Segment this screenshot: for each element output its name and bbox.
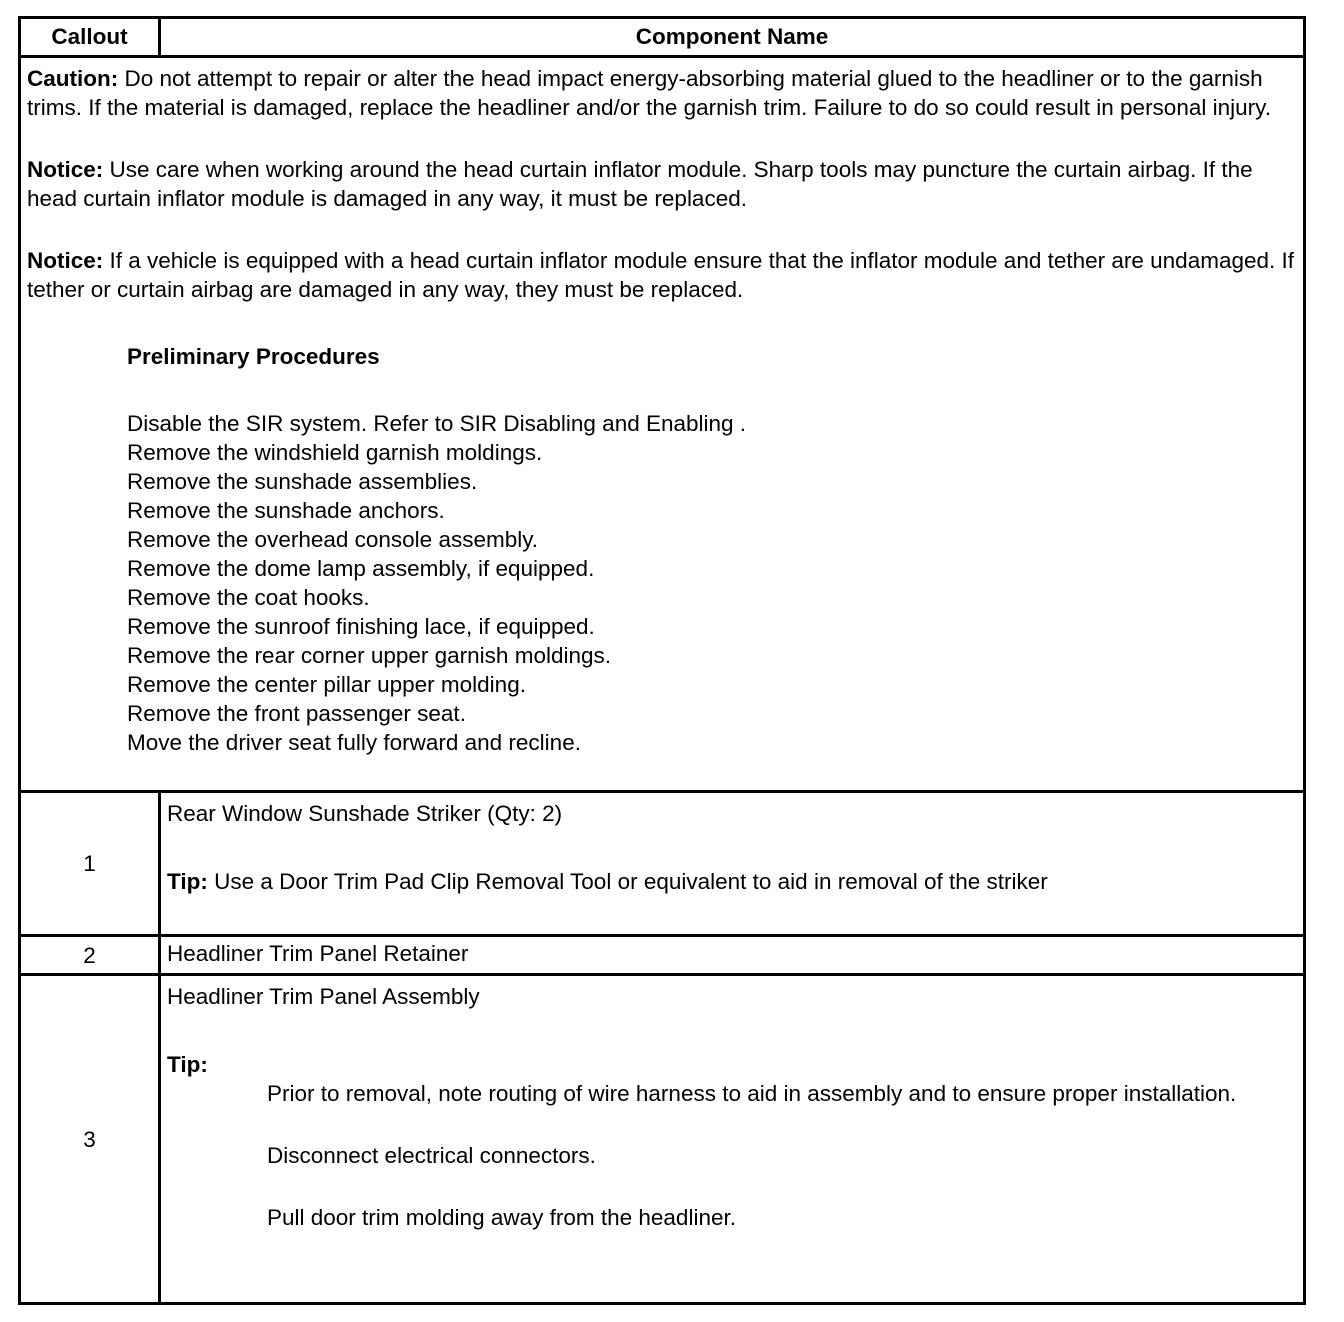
intro-cell <box>20 57 1305 792</box>
notice-label-2: Notice: <box>27 248 104 273</box>
tip-text: Use a Door Trim Pad Clip Removal Tool or equivalent to aid in removal of the striker <box>207 869 1048 894</box>
notice-paragraph-1 <box>27 155 1297 213</box>
procedure-step: Move the driver seat fully forward and recline. <box>127 730 581 755</box>
callout-header: Callout <box>20 18 160 57</box>
tip-list <box>267 1079 1297 1232</box>
component-name: Headliner Trim Panel Retainer <box>167 941 469 966</box>
intro-row <box>20 57 1305 792</box>
notice-paragraph-2 <box>27 246 1297 304</box>
caution-text: Do not attempt to repair or alter the head impact energy-absorbing material glued to the headliner or to the garnish trims. If the material is damaged, replace the headliner and/or the garnish trim. Failure to do so could result in personal injury. <box>27 66 1271 120</box>
notice-text-2: If a vehicle is equipped with a head curtain inflator module ensure that the inflator module and tether are undamaged. If tether or curtain airbag are damaged in any way, they must be replaced. <box>27 248 1295 302</box>
procedure-step: Remove the dome lamp assembly, if equipped. <box>127 556 595 581</box>
procedure-step: Remove the sunshade assemblies. <box>127 469 478 494</box>
procedure-step: Remove the front passenger seat. <box>127 701 466 726</box>
preliminary-procedures-title: Preliminary Procedures <box>127 344 380 369</box>
procedure-step: Remove the center pillar upper molding. <box>127 672 526 697</box>
table-row <box>20 975 1305 1304</box>
procedure-step: Disable the SIR system. Refer to SIR Disabling and Enabling . <box>127 411 747 436</box>
component-name: Rear Window Sunshade Striker (Qty: 2) <box>167 801 563 826</box>
tip-item: Prior to removal, note routing of wire harness to aid in assembly and to ensure proper installation. <box>267 1081 1237 1106</box>
procedure-step: Remove the coat hooks. <box>127 585 370 610</box>
component-name-header: Component Name <box>160 18 1305 57</box>
procedure-step: Remove the windshield garnish moldings. <box>127 440 543 465</box>
tip-item: Pull door trim molding away from the headliner. <box>267 1205 736 1230</box>
table-row <box>20 936 1305 975</box>
procedure-step: Remove the sunshade anchors. <box>127 498 445 523</box>
tip-label: Tip: <box>167 869 208 894</box>
procedure-step: Remove the rear corner upper garnish moldings. <box>127 643 611 668</box>
tip-label: Tip: <box>167 1052 208 1077</box>
caution-paragraph <box>27 64 1297 122</box>
notice-text-1: Use care when working around the head curtain inflator module. Sharp tools may puncture the curtain airbag. If the head curtain inflator module is damaged in any way, it must be replaced. <box>27 157 1253 211</box>
procedure-step: Remove the overhead console assembly. <box>127 527 539 552</box>
tip-item: Disconnect electrical connectors. <box>267 1143 596 1168</box>
component-name: Headliner Trim Panel Assembly <box>167 984 480 1009</box>
procedure-steps <box>127 409 1297 757</box>
callout-number: 1 <box>20 792 160 936</box>
notice-label-1: Notice: <box>27 157 104 182</box>
preliminary-procedures <box>127 342 1297 757</box>
component-cell <box>160 792 1305 936</box>
procedure-step: Remove the sunroof finishing lace, if equipped. <box>127 614 595 639</box>
header-row <box>20 18 1305 57</box>
table-row <box>20 792 1305 936</box>
component-table <box>18 16 1306 1305</box>
component-cell <box>160 975 1305 1304</box>
component-cell <box>160 936 1305 975</box>
tip-line <box>167 867 1297 896</box>
callout-number: 2 <box>20 936 160 975</box>
caution-label: Caution: <box>27 66 119 91</box>
callout-number: 3 <box>20 975 160 1304</box>
